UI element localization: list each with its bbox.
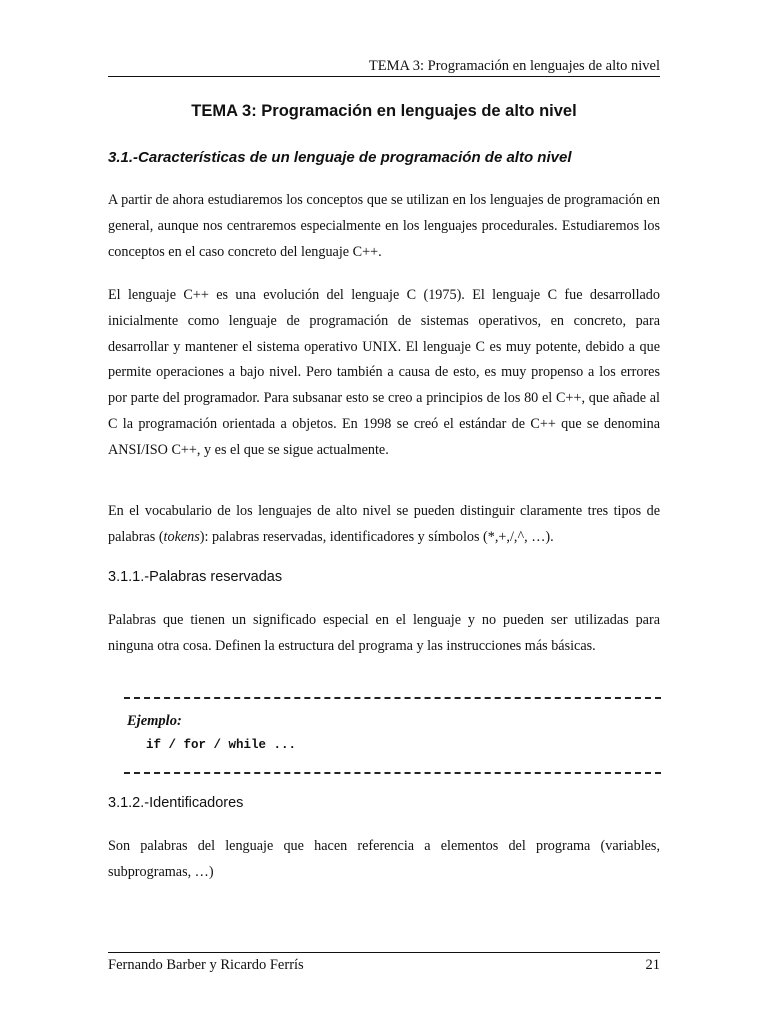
page-title: TEMA 3: Programación en lenguajes de alto nivel xyxy=(191,102,577,120)
example-top-divider xyxy=(124,697,661,699)
footer-divider xyxy=(108,952,660,953)
identifiers-paragraph: Son palabras del lenguaje que hacen referencia a elementos del programa (variables, subprogramas, …) xyxy=(108,838,660,880)
tokens-paragraph xyxy=(108,499,660,551)
tokens-text-after: ): palabras reservadas, identificadores y símbolos (*,+,/,^, …). xyxy=(199,528,554,545)
example-bottom-divider xyxy=(124,772,661,774)
subsection-heading-identifiers: 3.1.2.-Identificadores xyxy=(108,795,244,811)
footer-authors: Fernando Barber y Ricardo Ferrís xyxy=(108,957,304,973)
tokens-emphasis: tokens xyxy=(163,528,200,545)
reserved-words-paragraph: Palabras que tienen un significado especial en el lenguaje y no pueden ser utilizadas para ninguna otra cosa. Definen la estructura del programa y las instrucciones más básicas. xyxy=(108,612,660,654)
header-divider xyxy=(108,76,660,77)
tokens-text-before: En el vocabulario de los lenguajes de alto nivel se pueden distinguir claramente tres tipos de palabras ( xyxy=(108,503,660,545)
subsection-heading-reserved-words: 3.1.1.-Palabras reservadas xyxy=(108,569,283,585)
example-code: if / for / while ... xyxy=(146,738,297,752)
example-label: Ejemplo: xyxy=(127,713,182,729)
intro-paragraph: A partir de ahora estudiaremos los conceptos que se utilizan en los lenguajes de programación en general, aunque nos centraremos especialmente en los lenguajes procedurales. Estudiaremos los conceptos en el caso concreto del lenguaje C++. xyxy=(108,192,660,260)
section-heading: 3.1.-Características de un lenguaje de programación de alto nivel xyxy=(108,149,572,166)
page-number: 21 xyxy=(645,957,660,973)
history-paragraph: El lenguaje C++ es una evolución del lenguaje C (1975). El lenguaje C fue desarrollado inicialmente como lenguaje de programación de sistemas operativos, en concreto, para desarrollar y mantener el sistema operativo UNIX. El lenguaje C es muy potente, debido a que permite operaciones a bajo nivel. Pero también a causa de esto, es muy propenso a los errores por parte del programador. Para subsanar esto se creo a principios de los 80 el C++, que añade al C la programación orientada a objetos. En 1998 se creó el estándar de C++ que se denomina ANSI/ISO C++, y es el que se sigue actualmente. xyxy=(108,287,660,458)
running-header: TEMA 3: Programación en lenguajes de alto nivel xyxy=(368,58,660,74)
